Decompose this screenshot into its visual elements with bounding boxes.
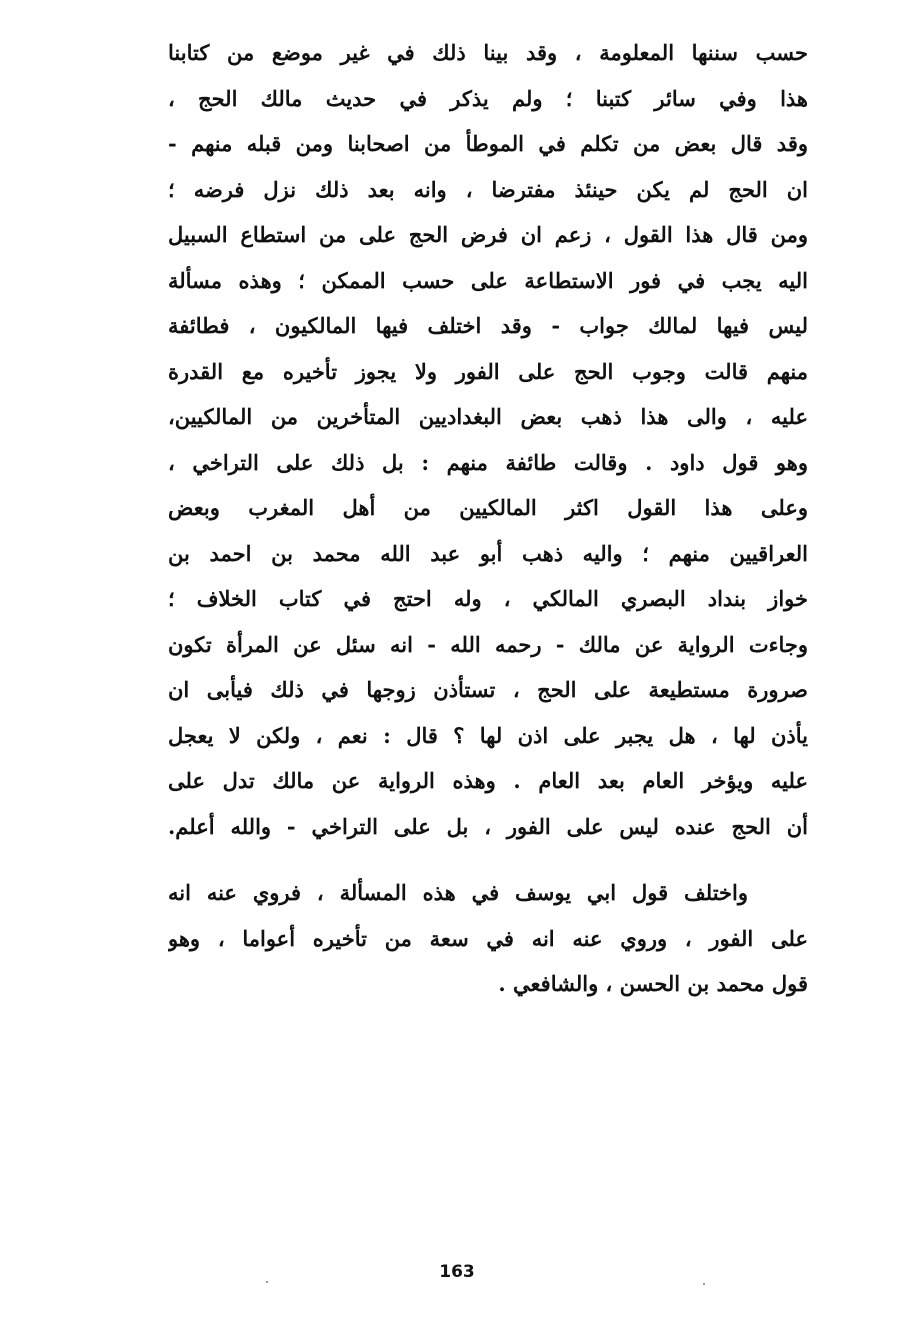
paragraph-2 [168, 870, 808, 1007]
text-line: حسب سننها المعلومة ، وقد بينا ذلك في غير موضع من كتابنا [168, 40, 808, 65]
text-line: قول محمد بن الحسن ، والشافعي . [498, 971, 808, 996]
text-line: ان الحج لم يكن حينئذ مفترضا ، وانه بعد ذلك نزل فرضه ؛ [168, 176, 808, 202]
text-line: هذا وفي سائر كتبنا ؛ ولم يذكر في حديث مالك الحج ، [168, 85, 808, 111]
text-line: وعلى هذا القول اكثر المالكيين من أهل المغرب وبعض [168, 495, 808, 520]
text-line: منهم قالت وجوب الحج على الفور ولا يجوز تأخيره مع القدرة [168, 358, 808, 384]
scan-speck [703, 1283, 705, 1285]
text-line: العراقيين منهم ؛ واليه ذهب أبو عبد الله محمد بن احمد بن [168, 540, 808, 566]
scan-speck [266, 1281, 268, 1283]
text-line: وهو قول داود . وقالت طائفة منهم : بل ذلك على التراخي ، [168, 449, 808, 475]
text-line: ليس فيها لمالك جواب - وقد اختلف فيها المالكيون ، فطائفة [168, 313, 808, 338]
text-line: واختلف قول ابي يوسف في هذه المسألة ، فروي عنه انه [168, 880, 748, 905]
text-line: يأذن لها ، هل يجبر على اذن لها ؟ قال : نعم ، ولكن لا يعجل [168, 722, 808, 748]
text-line: عليه ، والى هذا ذهب بعض البغداديين المتأخرين من المالكيين، [168, 404, 808, 429]
page-number: 163 [439, 1262, 475, 1282]
text-line: وقد قال بعض من تكلم في الموطأ من اصحابنا ومن قبله منهم - [168, 131, 808, 156]
text-line: صرورة مستطيعة على الحج ، تستأذن زوجها في ذلك فيأبى ان [168, 677, 808, 702]
text-line: وجاءت الرواية عن مالك - رحمه الله - انه سئل عن المرأة تكون [168, 631, 808, 657]
text-line: عليه ويؤخر العام بعد العام . وهذه الرواية عن مالك تدل على [168, 768, 808, 793]
paragraph-1 [168, 30, 808, 849]
text-line: أن الحج عنده ليس على الفور ، بل على التراخي - والله أعلم. [168, 813, 808, 839]
text-line: على الفور ، وروي عنه انه في سعة من تأخيره أعواما ، وهو [168, 925, 808, 951]
text-line: ومن قال هذا القول ، زعم ان فرض الحج على من استطاع السبيل [168, 222, 808, 247]
text-line: اليه يجب في فور الاستطاعة على حسب الممكن ؛ وهذه مسألة [168, 267, 808, 293]
text-line: خواز بنداد البصري المالكي ، وله احتج في كتاب الخلاف ؛ [168, 586, 808, 611]
